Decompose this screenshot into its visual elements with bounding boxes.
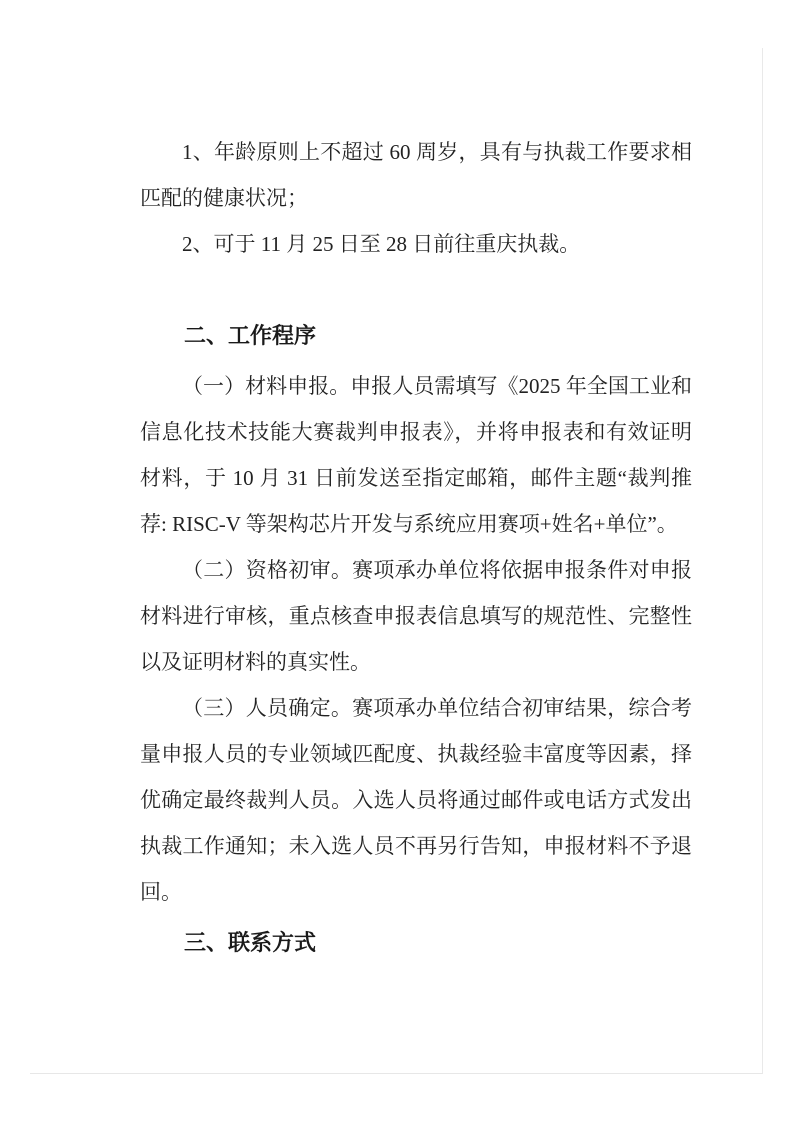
- section-heading-contact-info: 三、联系方式: [184, 930, 317, 955]
- document-body: [140, 129, 692, 966]
- clause-age-health-requirement: 1、年龄原则上不超过 60 周岁，具有与执裁工作要求相匹配的健康状况；: [140, 140, 692, 210]
- paragraph-personnel-confirmation: （三）人员确定。赛项承办单位结合初审结果，综合考量申报人员的专业领域匹配度、执裁经验丰富度等因素，择优确定最终裁判人员。入选人员将通过邮件或电话方式发出执裁工作通知；未入选人员不再另行告知，申报材料不予退回。: [140, 696, 692, 904]
- paragraph-material-application: （一）材料申报。申报人员需填写《2025 年全国工业和信息化技术技能大赛裁判申报表》，并将申报表和有效证明材料，于 10 月 31 日前发送至指定邮箱，邮件主题“裁判推荐: RISC-V 等架构芯片开发与系统应用赛项+姓名+单位”。: [140, 374, 692, 536]
- clause-travel-availability: 2、可于 11 月 25 日至 28 日前往重庆执裁。: [182, 232, 581, 256]
- paragraph-qualification-review: （二）资格初审。赛项承办单位将依据申报条件对申报材料进行审核，重点核查申报表信息填写的规范性、完整性以及证明材料的真实性。: [140, 558, 692, 674]
- section-heading-work-procedure: 二、工作程序: [184, 323, 317, 348]
